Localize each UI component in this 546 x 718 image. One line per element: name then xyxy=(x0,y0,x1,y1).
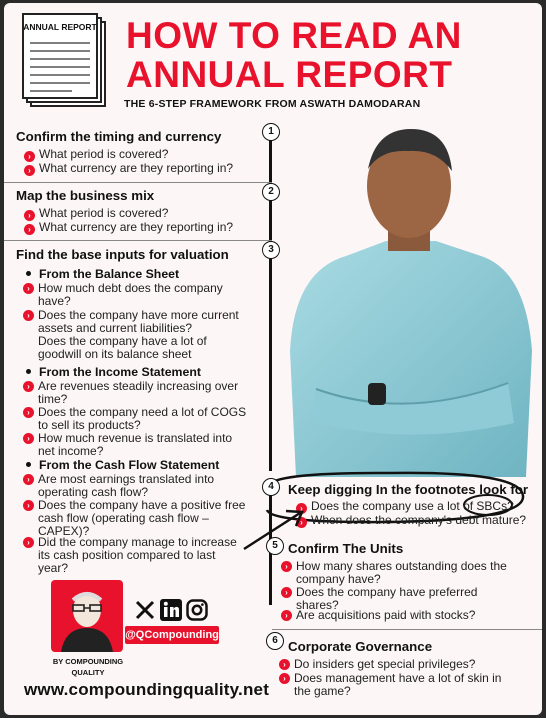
annual-report-document-icon xyxy=(22,13,110,109)
bullet-dot xyxy=(26,369,31,374)
chevron-right-icon: › xyxy=(24,210,35,221)
chevron-right-icon: › xyxy=(23,283,34,294)
income-statement-heading: From the Income Statement xyxy=(26,365,201,379)
step-1-title: Confirm the timing and currency xyxy=(16,129,222,144)
divider xyxy=(4,182,272,183)
cash-flow-bullet-3: › Did the company manage to increase its cash position compared to last year? xyxy=(38,536,237,575)
chevron-right-icon: › xyxy=(279,673,290,684)
step-1-bullet-2: › What currency are they reporting in? xyxy=(24,162,233,176)
chevron-right-icon: › xyxy=(23,381,34,392)
chevron-right-icon: › xyxy=(279,659,290,670)
chevron-right-icon: › xyxy=(24,224,35,235)
chevron-right-icon: › xyxy=(296,503,307,514)
step-5-bullet-3: › Are acquisitions paid with stocks? xyxy=(296,609,475,622)
report-icon-label: ANNUAL REPORT xyxy=(23,22,97,32)
website-url[interactable]: www.compoundingquality.net xyxy=(24,680,270,699)
step-5-bullet-1: › How many shares outstanding does the company have? xyxy=(296,560,507,586)
step-6-title: Corporate Governance xyxy=(288,639,433,654)
balance-sheet-bullet-1: › How much debt does the company have? xyxy=(38,282,223,308)
chevron-right-icon: › xyxy=(23,407,34,418)
person-silhouette-icon xyxy=(51,580,123,652)
step-2-title: Map the business mix xyxy=(16,188,155,203)
linkedin-icon[interactable] xyxy=(160,599,182,621)
bullet-dot xyxy=(26,462,31,467)
step-number-5: 5 xyxy=(266,537,284,555)
chevron-right-icon: › xyxy=(281,561,292,572)
title-line-1: HOW TO READ AN xyxy=(126,15,462,56)
title-line-2: ANNUAL REPORT xyxy=(126,54,453,95)
step-6-bullet-2: › Does management have a lot of skin in the game? xyxy=(294,672,501,698)
income-statement-bullet-2: › Does the company need a lot of COGS to sell its products? xyxy=(38,406,246,432)
step-4-title: Keep digging In the footnotes look for xyxy=(288,482,529,497)
step-4-bullet-2: › When does the company's debt mature? xyxy=(296,514,526,528)
step-number-1: 1 xyxy=(262,123,280,141)
step-2-bullet-2: › What currency are they reporting in? xyxy=(24,221,233,235)
cash-flow-bullet-1: › Are most earnings translated into operating cash flow? xyxy=(38,473,214,499)
step-number-4: 4 xyxy=(262,478,280,496)
income-statement-bullet-1: › Are revenues steadily increasing over time? xyxy=(38,380,238,406)
step-4-bullet-1: › Does the company use a lot of SBCs? xyxy=(296,500,514,514)
step-number-2: 2 xyxy=(262,183,280,201)
balance-sheet-heading: From the Balance Sheet xyxy=(26,267,179,281)
chevron-right-icon: › xyxy=(24,151,35,162)
portrait-photo xyxy=(276,121,542,477)
instagram-icon[interactable] xyxy=(186,599,208,621)
step-5-title: Confirm The Units xyxy=(288,541,404,556)
social-handle[interactable]: @QCompounding xyxy=(125,626,219,644)
subtitle: THE 6-STEP FRAMEWORK FROM ASWATH DAMODARAN xyxy=(124,98,421,110)
income-statement-bullet-3: › How much revenue is translated into net income? xyxy=(38,432,232,458)
x-icon[interactable] xyxy=(134,599,156,621)
cash-flow-heading: From the Cash Flow Statement xyxy=(26,458,219,472)
step-2-bullet-1: › What period is covered? xyxy=(24,207,168,221)
bullet-dot xyxy=(26,271,31,276)
chevron-right-icon: › xyxy=(281,587,292,598)
chevron-right-icon: › xyxy=(23,433,34,444)
brand-logo xyxy=(51,580,123,652)
divider xyxy=(272,629,542,630)
step-number-6: 6 xyxy=(266,632,284,650)
chevron-right-icon: › xyxy=(24,165,35,176)
chevron-right-icon: › xyxy=(23,310,34,321)
main-title xyxy=(126,16,536,94)
infographic-page xyxy=(4,3,542,715)
step-1-bullet-1: › What period is covered? xyxy=(24,148,168,162)
step-6-bullet-1: › Do insiders get special privileges? xyxy=(294,658,475,671)
step-3-title: Find the base inputs for valuation xyxy=(16,247,229,262)
step-5-bullet-2: › Does the company have preferred shares? xyxy=(296,586,477,612)
chevron-right-icon: › xyxy=(23,537,34,548)
chevron-right-icon: › xyxy=(296,517,307,528)
chevron-right-icon: › xyxy=(23,474,34,485)
cash-flow-bullet-2: › Does the company have a positive free cash flow (operating cash flow – CAPEX)? xyxy=(38,499,245,538)
balance-sheet-bullet-2: › Does the company have more current assets and current liabilities? Does the company have a lot of goodwill on its balance sheet xyxy=(38,309,239,361)
byline: BY COMPOUNDING QUALITY xyxy=(52,657,124,677)
step-number-3: 3 xyxy=(262,241,280,259)
chevron-right-icon: › xyxy=(281,610,292,621)
divider xyxy=(4,240,272,241)
chevron-right-icon: › xyxy=(23,500,34,511)
